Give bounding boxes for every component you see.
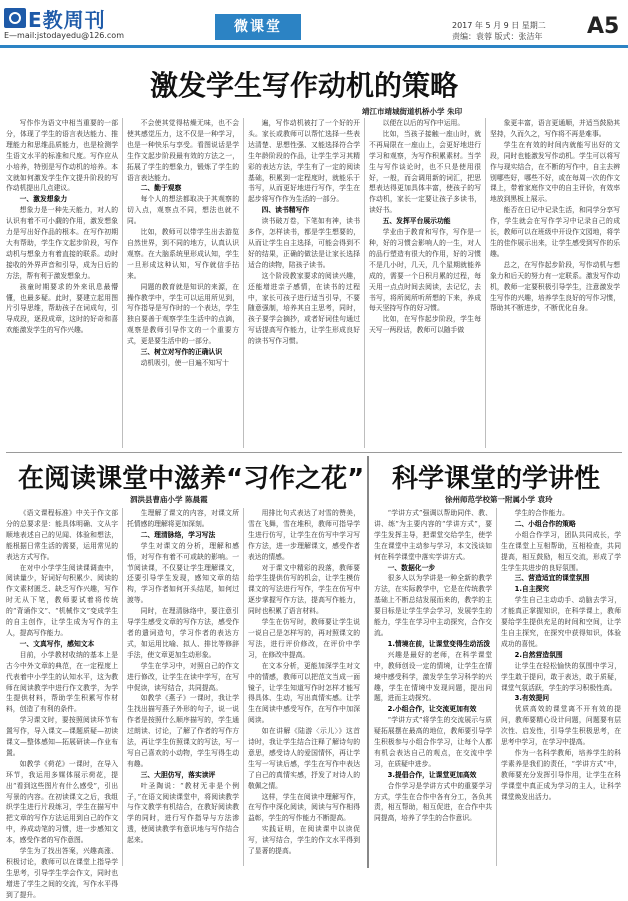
paragraph: 《语文课程标准》中关于作文部分的总要求是：能具体明确、文从字顺地表述自己的见闻、体验和想法，能根据日常生活的需要，运用常见的表达方式写作。 <box>6 509 118 561</box>
section-divider <box>6 452 622 453</box>
paragraph: 很多人以为学讲是一种全新的教学方法，在实际教学中，它是在传统教学基础上不断总结发展而来的，教学的主要目标是让学生学会学习，发展学生的能力，学生在学习中主动探究，合作交流。 <box>374 574 492 637</box>
article1-column-5 <box>490 118 620 450</box>
subheading: 二、理清脉络，学习写法 <box>140 530 216 539</box>
paragraph: 同时，在理清脉络中，要注意引导学生感受文章的写作方法，感受作者的遣词造句，学习作者的表达方式，如运用比喻、拟人、排比等修辞手法，使文章更加生动形象。 <box>127 607 239 659</box>
paragraph: 比如，当孩子接触一座山时，就不再局限在一座山上，会更好地进行学习和观察，为写作积累素材。当学生与写作谈论时，也不只是使用很好，一般，而会调用新的词汇，把思想表达得更加具体丰富，使孩子的写作动机，家长一定要让孩子多读书，读好书。 <box>369 129 481 215</box>
paragraph: 学生在仿写时，教师要让学生说一说自己是怎样写的，再对照课文的写法，进行评价修改，在评价中学习，在修改中提高。 <box>248 618 360 659</box>
article2-byline: 泗洪县曹庙小学 陈晨霞 <box>130 495 208 504</box>
paragraph: 小组合作学习，团队共同成长，学生在课堂上互相帮助，互相检查，共同提高，相互鼓励，相互交流，形成了学生学生共进步的良好氛围。 <box>501 530 621 572</box>
paragraph: 在对中小学学生阅读课调查中，阅读量少，好词好句积累少、阅读的作文素材匮乏、缺乏写作兴趣，写作时无从下笔，教师要试着将传统的“背诵作文”、“机械作文”变成学生的自主创作，让学生成为写作的主人，提高写作能力。 <box>6 563 118 637</box>
paragraph: 学生在有效的时间内就能写出好的文段，同时也能激发写作动机。学生可以将写作与现实结合，在不断的写作中，自主去辨别哪些好，哪些不好，或在每周一次的作文课上，带着家庭作文中的自主评价，有效率地放到黑板上展示。 <box>490 140 620 204</box>
paragraph: 同题的教育就是知识的来源，在操作教学中，学生可以运用所见到，写作指导是写作时的一个表达，学生独自要善于观察学生生活中的点滴，观察是教师引导作文的一个重要方式，更是要生活中的一部分。 <box>127 282 239 346</box>
article3-column-2 <box>501 508 621 868</box>
article2-column-2 <box>127 508 239 868</box>
column-divider <box>243 508 244 866</box>
article3-title: 科学课堂的学讲性 <box>392 464 601 494</box>
paragraph: 如教学《燕子》一课时，我让学生找出描写燕子外形的句子，说一说作者是按照什么顺序描写的，学生通过朗读、讨论，了解了作者的写作方法，再让学生仿照课文的写法，写一写自己喜欢的小动物，学生写得生动有趣。 <box>127 694 239 768</box>
column-divider <box>122 508 123 866</box>
issue-date: 2017 年 5 月 9 日 星期二 <box>452 21 546 30</box>
paragraph: 兴趣是最好的老师，在科学课堂中，教师创设一定的情境，让学生在情境中感受科学，激发学生学习科学的兴趣，学生在情境中发现问题，提出问题，进而主动探究。 <box>374 650 492 703</box>
paragraph: 遍，写作动机被打了一个好的开头。家长或教师可以帮忙选择一些表达清楚、思想性强、又能选择符合学生年龄阶段的作品，让学生学习其精彩的表达方法，学生有了一定的阅读基础，积累到一定程度时，就能乐于书写，从而更好地进行写作，学生在起步将写作作为生活的一部分。 <box>248 119 360 204</box>
paragraph: 叶圣陶说：“教材无非是个例子，”在语文阅读课堂中，将阅读教学与作文教学有机结合，在教好阅读教学的同时，进行写作指导与方法渗透，使阅读教学有意识地与写作结合起来。 <box>127 781 239 845</box>
paragraph: 想象力是一种先天能力，对人的认识有着不可小觑的作用，激发想象力是写出好作品的根本。在写作初期大有帮助，学生作文起步阶段，写作动机与想象力有着直接的联系。动时接收的外界声音和引导，成为日后的方法，帮有利于激发想象力。 <box>6 206 118 280</box>
paragraph: 这个阶段教家要求的阅读兴趣，还能增进亲子感情，在读书的过程中，家长可孩子进行适当引导，不要随意强制，培养其自主思考，同时，孩子要学会摘抄，或者好词佳句通过写话提高写作能力，让学生形成良好的读书写作习惯。 <box>248 271 360 346</box>
subheading: 1.自主探究 <box>514 585 550 594</box>
paragraph: 实践证明，在阅读课中以读促写，读写结合，学生的作文水平得到了显著的提高。 <box>248 825 360 856</box>
subheading: 3.提倡合作，让课堂更加高效 <box>387 770 477 779</box>
paragraph: 每个人的想法都取决于其观察的切入点，观察点不同，想法也就不同。 <box>127 195 239 226</box>
article3-column-1 <box>374 508 492 868</box>
subheading: 三、大胆仿写，落实读评 <box>140 770 216 779</box>
masthead-logo-icon <box>4 8 26 28</box>
subheading: 2.自然营造氛围 <box>514 650 563 659</box>
column-divider <box>496 508 497 866</box>
paragraph: 如教学《荷花》一课时，在导入环节，我运用多媒体展示荷花，提出“看到这些图片有什么感受”，引出写景的内容。在初读课文之后，我组织学生进行片段练习，学生在描写中把文章的写作方法运用到自己的作文中，养成动笔的习惯，进一步感知文本，感受作者的写作意图。 <box>6 759 118 845</box>
paragraph: 优质高效的课堂离不开有效的提问，教师要精心设计问题，问题要有层次性、启发性，引导学生积极思考，在思考中学习，在学习中提高。 <box>501 705 621 747</box>
masthead-rule <box>0 45 628 48</box>
paragraph: 学生为了找出答案，兴趣高涨、积极讨论，教师可以在课堂上指导学生思考，引导学生学会作文，同时也增进了学生之间的交流，写作水平得到了提升。 <box>6 847 118 899</box>
paragraph: 用排比句式表达了对雪的赞美，雪在飞舞，雪在堆积，教师可指导学生进行仿写，让学生在仿写中学习写作方法，进一步理解课文，感受作者表达的情感。 <box>248 509 360 561</box>
paragraph: 比如，在写作起步阶段，学生每天写一两段话，教师可以随手做 <box>369 315 481 335</box>
article1-column-2 <box>127 118 239 450</box>
paragraph: “学讲方式”将学生的交流展示与质疑拓展摆在最高的地位，教师要引导学生积极参与小组合作学习，让每个人都有机会表达自己的观点，在交流中学习，在质疑中进步。 <box>374 716 492 768</box>
paragraph: 学习课文时，要按照阅读环节布置写作，导入课文—课题质疑—初读课文—整体感知—拓展研读—作业布置。 <box>6 716 118 757</box>
article1-column-3 <box>248 118 360 450</box>
article2-column-1 <box>6 508 118 899</box>
paragraph: 对于课文中精彩的段落，教师要给学生提供仿写的机会，让学生模仿课文的写法进行写作，学生在仿写中逐步掌握写作方法，提高写作能力，同时也积累了语言材料。 <box>248 563 360 616</box>
subheading: 1.情境在前，让课堂变得生动活泼 <box>387 639 491 648</box>
paragraph: 作为一名科学教师，培养学生的科学素养是我们的责任，“学讲方式”中，教师要充分发挥引导作用，让学生在科学课堂中真正成为学习的主人，让科学课堂焕发出活力。 <box>501 748 621 801</box>
paragraph: “学讲方式”强调以帮助同伴、教、讲、练”为主要内容的“学讲方式”，要学生发挥主导，把课堂交给学生，使学生在课堂中主动参与学习，本文浅谈如何在科学课堂中落实学讲方式。 <box>374 509 492 561</box>
paragraph: 不会使其觉得枯燥无味，也不会使其感觉压力，这不仅是一种学习，也是一种快乐与享受。看图说话是学生作文起步阶段最有效的方法之一，拓展了学生的想象力，锻炼了学生的语言表达能力。 <box>127 119 239 182</box>
paragraph: 学生自己主动动手、动脑去学习，才能真正掌握知识，在科学课上，教师要给学生提供充足的时间和空间，让学生自主探究，在探究中获得知识，体验成功的喜悦。 <box>501 596 621 648</box>
subheading: 二、勤于观察 <box>140 184 182 193</box>
masthead-email: E—mail:jstodayedu@126.com <box>4 31 124 40</box>
paragraph: 这样，学生在阅读中理解写作，在写作中深化阅读，阅读与写作相得益彰，学生的写作能力不断提高。 <box>248 792 360 823</box>
subheading: 五、发挥平台展示功能 <box>382 217 451 226</box>
page-number: A5 <box>587 14 620 39</box>
paragraph: 让学生在轻松愉快的氛围中学习，学生敢于提问，敢于表达，敢于质疑，课堂气氛活跃，学生的学习积极性高。 <box>501 661 621 692</box>
paragraph: 合作学习是学讲方式中的重要学习方式，学生在合作中各有分工，各负其责，相互帮助，相互促进，在合作中共同提高，培养了学生的合作意识。 <box>374 781 492 823</box>
paragraph: 学生对课文的分析，理解和感悟，对写作有着不可或缺的影响。一节阅读课，不仅要让学生理解课文，还要引导学生发现，感知文章的结构，学习作者如何开头结尾，如何过渡等。 <box>127 541 239 605</box>
article2-title: 在阅读课堂中滋养“习作之花” <box>18 464 365 494</box>
subheading: 三、营造适宜的课堂氛围 <box>514 574 590 583</box>
subheading: 三、树立对写作的正确认识 <box>140 348 223 357</box>
paragraph: 以便在以后的写作中运用。 <box>382 119 465 127</box>
column-divider <box>364 118 365 448</box>
paragraph: 读书破万卷，下笔如有神，读书多作，怎样读书，都是学生想要的，从而让学生自主选择，可能会得到不好的结果，正确的做法是让家长选择适合的读物，陪孩子读书。 <box>248 217 360 269</box>
paragraph: 目前，小学教材收纳的基本上是古今中外文章的典范，在一定程度上代表着中小学生的认知水平，这为教师在阅读教学中进行作文教学，为学生提供材料，帮助学生积累写作材料，创造了有利的条件。 <box>6 650 118 714</box>
paragraph: 在文本分析，更能加深学生对文中的情感，教师可以把范文当成一面镜子，让学生知道写作时怎样才能写得具体、生动，写出真情实感。让学生在阅读中感受写作，在写作中加深阅读。 <box>248 661 360 725</box>
paragraph: 学生在学习中，对照自己的作文进行修改，让学生在读中学写，在写中促读，读写结合，共同提高。 <box>127 661 239 692</box>
subheading: 一、文真写作，感知文本 <box>19 639 95 648</box>
paragraph: 如在讲解《陆游〈示儿〉》这首诗时，我让学生结合注释了解诗句的意思，感受诗人的爱国情怀，再让学生写一写读后感，学生在写作中表达了自己的真情实感，抒发了对诗人的敬佩之情。 <box>248 727 360 790</box>
article1-byline: 靖江市靖城街道机桥小学 朱印 <box>362 107 463 116</box>
paragraph: 学业由于教育和写作，写作是一种，好的习惯会影响人的一生，对人的品行塑造有很大的作用，好的习惯不是几小时，几天，几个星期就能养成的，需要一个日积月累的过程，每天用一点点时间去阅读，去记忆，去书写，将所阅所听所想的下来，养成每天坚持写作的好习惯。 <box>369 228 481 313</box>
paragraph: 写作作为语文中相当重要的一部分，体现了学生的语言表达能力、推理能力和思维品质能力，也是检测学生语文水平的标准和尺度。写作应从小培养，特别是写作动机的培养。本文就如何激发学生作文提升阶段的写作动机提出几点建议。 <box>6 119 118 193</box>
article1-column-1 <box>6 118 118 450</box>
article2-column-3 <box>248 508 360 868</box>
column-divider <box>122 118 123 448</box>
article-divider <box>367 456 369 868</box>
subheading: 一、数据化一步 <box>387 563 436 572</box>
editor-credits: 责编：袁蓉 版式：张洁年 <box>452 32 543 41</box>
subheading: 一、激发想象力 <box>19 195 68 204</box>
section-label: 微课堂 <box>234 19 282 35</box>
paragraph: 生理解了课文的内容，对课文所托情感的理解将更加深刻。 <box>127 509 239 528</box>
subheading: 二、小组合作的策略 <box>514 519 576 528</box>
article3-byline: 徐州师范学校第一附属小学 袁玲 <box>445 495 553 504</box>
subheading: 3.有效提问 <box>514 694 550 703</box>
article1-column-4 <box>369 118 481 450</box>
paragraph: 总之，在写作起步阶段，写作动机与想象力和后天的努力有一定联系。激发写作动机，教师一定要积极引导学生，注意激发学生写作的兴趣，培养学生良好的写作习惯，帮助其不断进步，不断优化自身。 <box>490 260 620 313</box>
paragraph: 能否在日记中记录生活，和同学分享写作，学生就会在写作学习中记录自己的成长，教师可以在班级中开设作文园地，将学生的佳作展示出来，让学生感受到写作的乐趣。 <box>490 206 620 258</box>
paragraph: 学生的合作能力。 <box>514 509 569 517</box>
paragraph: 动机吸引，使一目遍不知写十 <box>140 358 229 367</box>
column-divider <box>243 118 244 448</box>
masthead-name: E教周刊 <box>28 8 106 32</box>
paragraph: 比如，教师可以带学生出去游览自然世界，到不同的地方，认真认识观察。在大脑系统里形成认知，学生一旦形成这种认知，写作就信手拈来。 <box>127 228 239 280</box>
paragraph: 象更丰富，语言更通顺，并适当鼓励其坚持，久而久之，写作将不再是难事。 <box>490 119 620 138</box>
subheading: 四、读书精写作 <box>261 206 310 215</box>
article1-title: 激发学生写作动机的策略 <box>150 69 459 102</box>
subheading: 2.小组合作，让交流更加有效 <box>387 705 477 714</box>
paragraph: 孩童时期要求的外来讯息最懵懂，也最多疑。此时，要建立起用图片引导思维，帮助孩子在词成句，引导成段，逐段成章，这时的好奇和喜欢能激发学生的写作兴趣。 <box>6 282 118 335</box>
column-divider <box>485 118 486 448</box>
